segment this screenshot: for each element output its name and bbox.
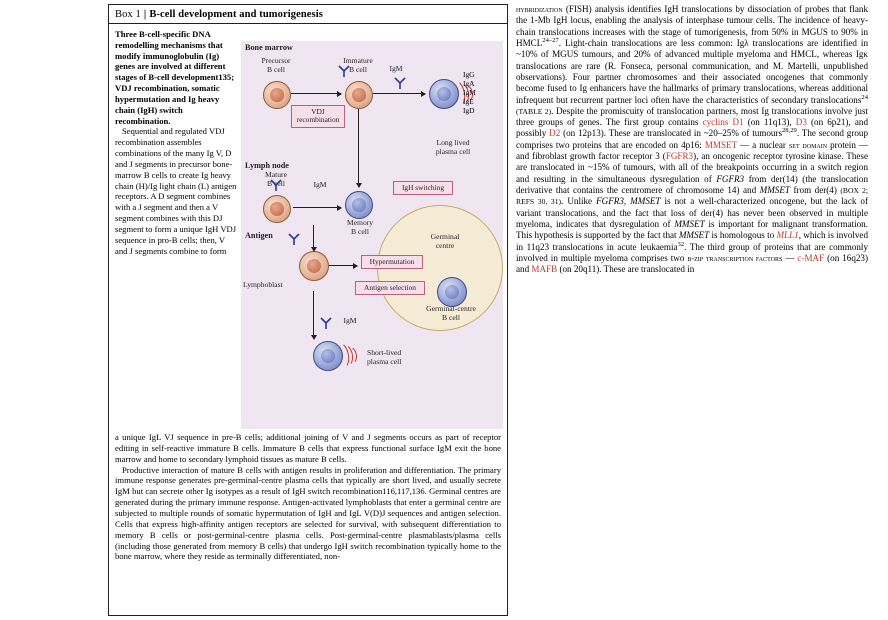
label-short-lived-plasma-cell: Short-lived plasma cell	[367, 348, 402, 366]
igm-antibody-icon-3	[269, 179, 283, 194]
isotype-list: IgG IgA IgM IgE IgD	[463, 70, 476, 115]
plasma-cell-stripes-2	[331, 339, 357, 371]
box-title: Box 1 | B-cell development and tumorigenesis	[109, 5, 507, 24]
label-mature-b-cell: Mature B cell	[265, 170, 287, 188]
process-hypermutation: Hypermutation	[361, 255, 423, 269]
immature-b-cell	[345, 81, 373, 109]
germinal-centre-b-cell	[437, 277, 467, 307]
label-germinal-centre-b-cell: Germinal-centre B cell	[426, 304, 476, 322]
box-paragraph-1	[115, 29, 237, 126]
arrow-mature-to-memory	[293, 207, 341, 208]
box-paragraph-2: Sequential and regulated VDJ recombination assembles combinations of the many Ig V, D and J segments in precursor bone-marrow B cells to create Ig heavy chain (H)/Ig light chain (L) antigen receptors. A D segment combines with a J segment and then a V segment combines with this DJ segment to form a unique IgH VDJ sequence in pro-B cells; then, V and J segments combine to form	[115, 126, 237, 256]
label-igm-2: IgM	[313, 180, 327, 189]
process-igh-switching: IgH switching	[393, 181, 453, 195]
box-body	[109, 24, 507, 612]
process-vdj-recombination: VDJ recombination	[291, 105, 345, 128]
arrow-immature-to-plasma	[373, 93, 425, 94]
label-lymph-node: Lymph node	[245, 161, 289, 170]
label-precursor-b-cell: Precursor B cell	[261, 56, 291, 74]
label-long-lived-plasma-cell: Long lived plasma cell	[435, 138, 471, 156]
b-cell-development-diagram	[241, 29, 503, 429]
igm-antibody-icon-2	[393, 77, 407, 92]
precursor-b-cell	[263, 81, 291, 109]
label-bone-marrow: Bone marrow	[245, 43, 293, 52]
process-antigen-selection: Antigen selection	[355, 281, 425, 295]
label-immature-b-cell: Immature B cell	[343, 56, 373, 74]
memory-b-cell	[345, 191, 373, 219]
box-heading: B-cell development and tumorigenesis	[149, 9, 323, 20]
article-right-column	[516, 4, 868, 276]
box-caption-paragraph-2: Productive interaction of mature B cells with antigen results in proliferation and differentiation. The primary immune response generates pre-germinal-centre plasma cells that typically are short lived, and usually secrete IgM but can secrete other Ig isotypes as a result of IgH switch recombination116,117,136. Germinal centres are generated during the primary immune response. Antigen-activated lymphoblasts that enter a germinal centre are subjected to multiple rounds of somatic hypermutation of IgH and IgL V(D)J sequences and antigen selection. Cells that express high-affinity antigen receptors are selected for survival, with subsequent differentiation to memory B cells or post-germinal-centre plasma cells. Post-germinal-centre plasmablasts/plasma cells (including those generated from memory B cells) that undergo IgH switch recombination typically home to the bone marrow, where they reside as terminally differentiated, non-	[115, 464, 501, 562]
arrow-lymphoblast-to-short-lived	[313, 291, 314, 335]
igm-antibody-icon-4	[287, 233, 301, 248]
igm-antibody-icon-5	[319, 317, 333, 332]
label-germinal-centre: Germinal centre	[430, 232, 460, 250]
label-lymphoblast: Lymphoblast	[243, 280, 283, 289]
box-left-column	[115, 29, 237, 256]
label-igm-3: IgM	[343, 316, 357, 325]
box-1-panel	[108, 4, 508, 616]
right-column-paragraph: hybridization (FISH) analysis identifies IgH translocations by dissociation of probes that flank the 1-Mb IgH locus, enabling the analysis of interphase tumour cells. The incidence of heavy-chain translocations increases with the stage of tumorigenesis, from 50% in MGUS to 90% in HMCL$^{24-27}$. Light-chain translocations are less common: Igλ translocations are identified in ~10% of MGUS tumours, and 20% of advanced multiple myeloma and HMCL, whereas Igκ translocations are rare (R. Fonseca, personal communication, and M. Martelli, unpublished observations). Four partner chromosomes and their associated oncogenes that commonly become fused to Ig enhancers have the hallmarks of primary translocations, whereas additional infrequent but recurrent partner loci often have the characteristics of secondary translocations$^{24}$ (TABLE 2). Despite the promiscuity of translocation partners, most Ig translocations involve just three groups of genes. The first group contains cyclins D1 (on 11q13), D3 (on 6p21), and possibly D2 (on 12p13). These are translocated in ~20–25% of tumours$^{28,29}$. The second group comprises two proteins that are encoded on 4p16: MMSET — a nuclear set domain protein — and fibroblast growth factor receptor 3 (FGFR3), an oncogenic receptor tyrosine kinase. These are translocated in ~15% of tumours, with all of the breakpoints occurring in a switch region and resulting in the simultaneous dysregulation of FGFR3 from der(14) (the translocation derivative that contains the centromere of chromosome 14) and MMSET from der(4) (BOX 2; REFS 30, 31). Unlike FGFR3, MMSET is not a well-characterized oncogene, but the lack of variant translocations, and the fact that loss of der(4) has never been observed in multiple myeloma, indicates that dysregulation of MMSET is important for malignant transformation. This hypothesis is supported by the fact that MMSET is homologous to MLL1, which is involved in 11q23 translocations in acute leukaemia$^{32}$. The third group of proteins that are commonly involved in multiple myeloma comprises two b-zip transcription factors — c-MAF (on 16q23) and MAFB (on 20q11). These are translocated in	[516, 4, 869, 275]
lymphoblast-cell	[299, 251, 329, 281]
label-antigen: Antigen	[245, 231, 273, 240]
label-memory-b-cell: Memory B cell	[346, 218, 374, 236]
box-caption-paragraph-1: a unique IgL VJ sequence in pre-B cells; additional joining of V and J segments occurs as part of receptor editing in self-reactive immature B cells. Immature B cells that express functional surface IgM exit the bone marrow and home to secondary lymphoid tissues as mature B cells.	[115, 432, 501, 464]
mature-b-cell	[263, 195, 291, 223]
label-igm-1: IgM	[389, 64, 403, 73]
box-caption	[115, 432, 501, 562]
arrow-precursor-to-immature	[291, 93, 341, 94]
arrow-antigen-to-lymphoblast	[313, 225, 314, 247]
arrow-lymphoblast-to-hypermutation	[329, 265, 357, 266]
igm-antibody-icon-1	[337, 65, 351, 80]
arrow-immature-to-mature	[358, 109, 359, 183]
box-number: Box 1	[115, 9, 141, 20]
box-paragraph-1-text: Three B-cell-specific DNA remodelling mechanisms that modify immunoglobulin (Ig) genes are involved at different stages of B-cell development135; VDJ recombination, somatic hypermutation and Ig heavy chain (IgH) switch recombination.	[115, 29, 235, 126]
